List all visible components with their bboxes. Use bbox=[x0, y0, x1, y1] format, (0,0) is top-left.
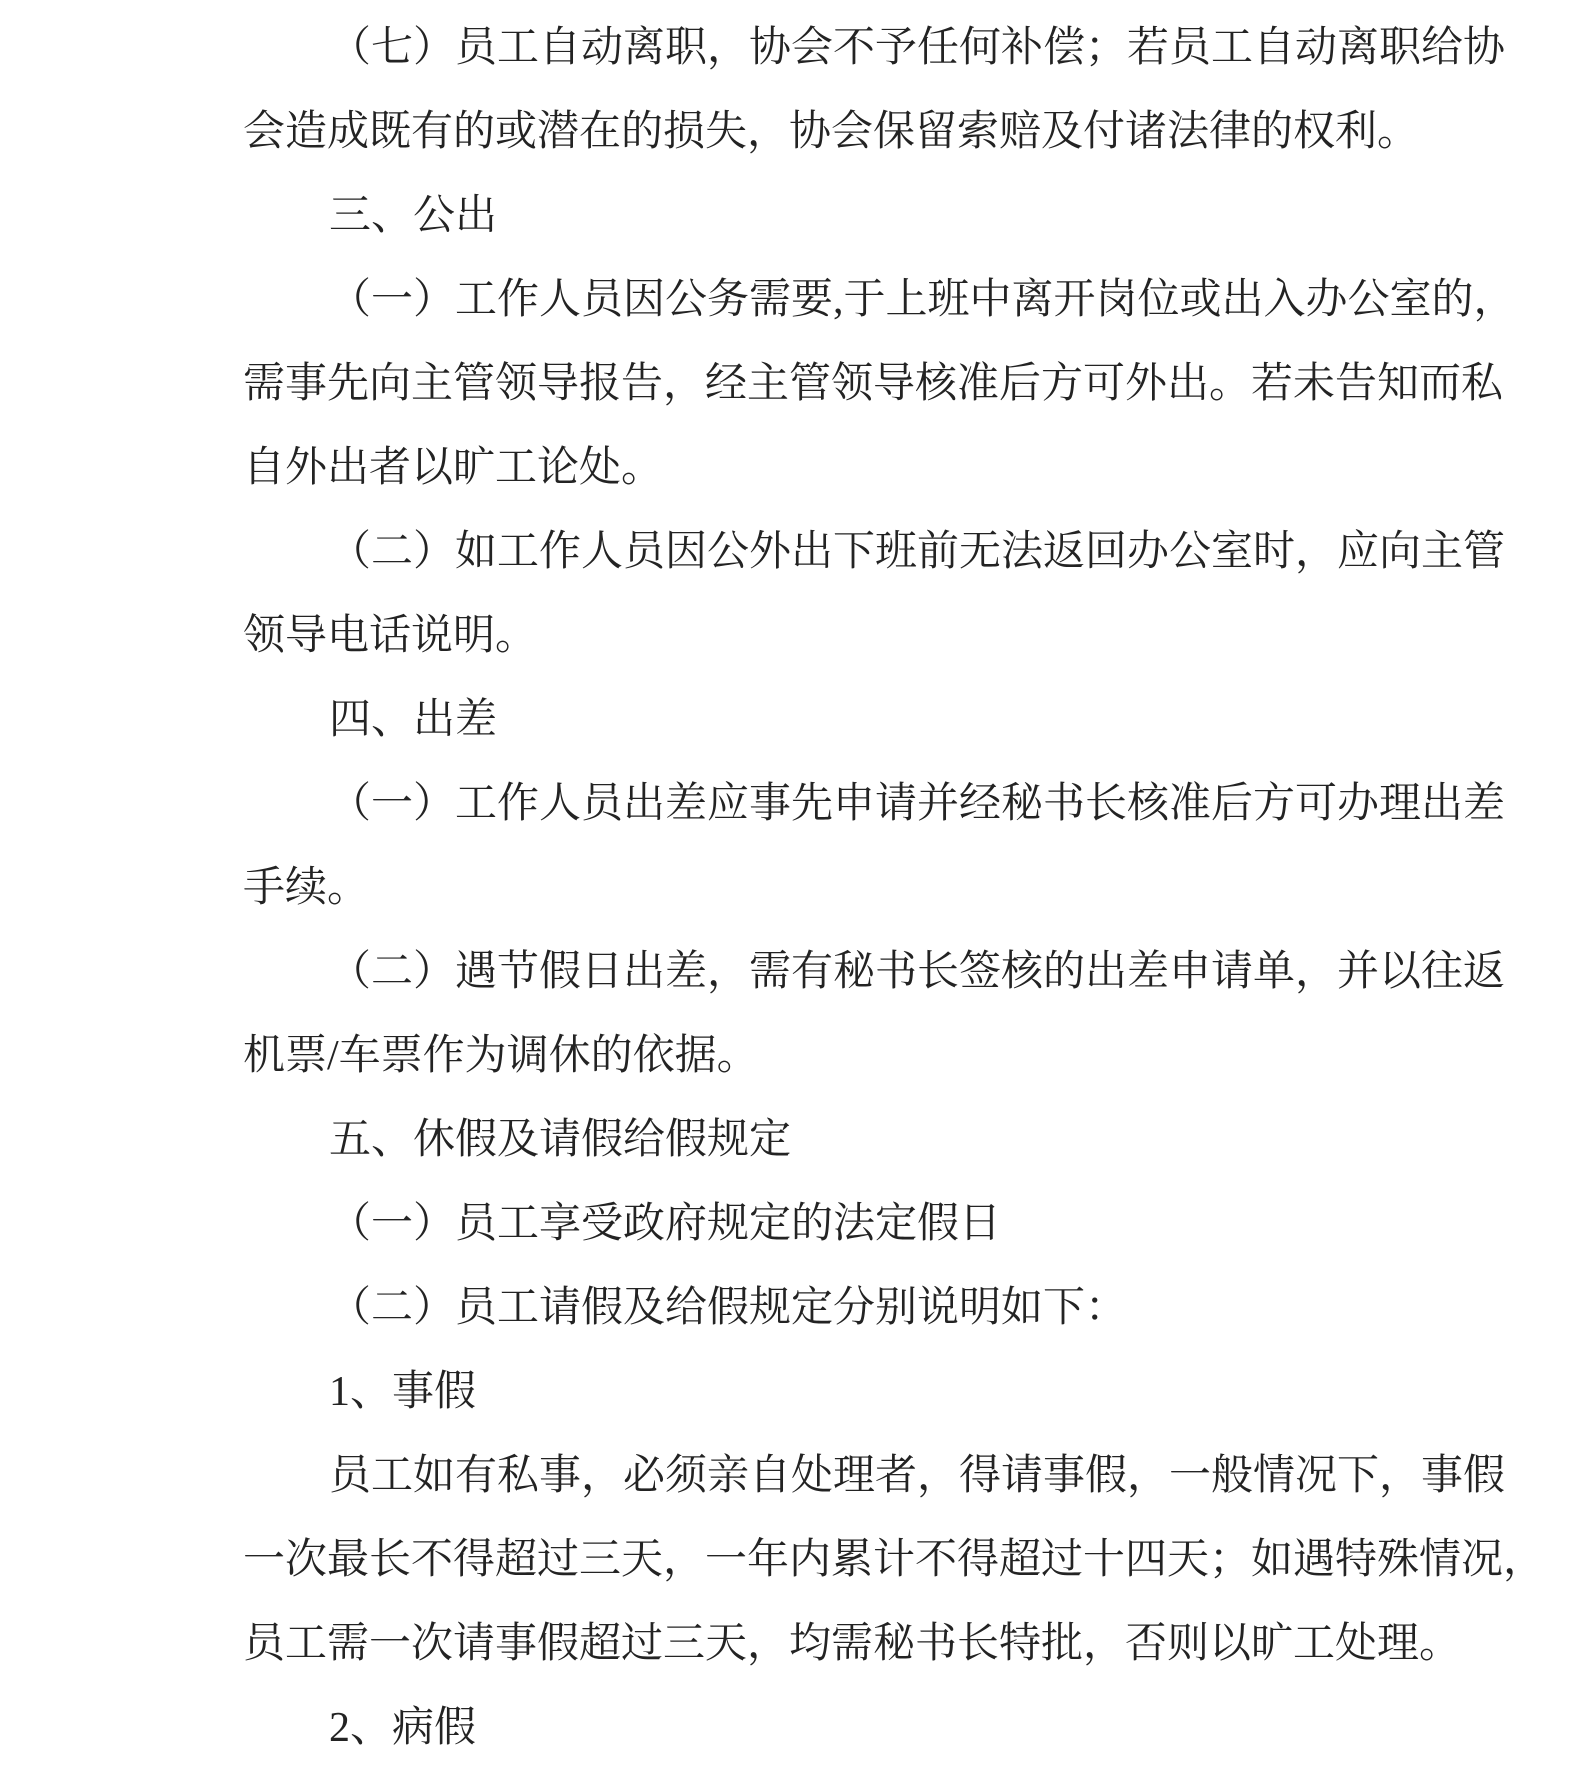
doc-line-08: 领导电话说明。 bbox=[243, 613, 538, 659]
doc-line-02: 会造成既有的或潜在的损失，协会保留索赔及付诸法律的权利。 bbox=[243, 109, 1420, 155]
doc-line-12: （二）遇节假日出差，需有秘书长签核的出差申请单，并以往返 bbox=[329, 949, 1506, 995]
doc-line-10: （一）工作人员出差应事先申请并经秘书长核准后方可办理出差 bbox=[329, 781, 1506, 827]
doc-line-07: （二）如工作人员因公外出下班前无法返回办公室时，应向主管 bbox=[329, 529, 1506, 575]
doc-line-16: （二）员工请假及给假规定分别说明如下： bbox=[329, 1285, 1128, 1331]
doc-line-09-section-heading: 四、出差 bbox=[329, 697, 498, 743]
doc-line-04: （一）工作人员因公务需要,于上班中离开岗位或出入办公室的， bbox=[329, 277, 1516, 323]
doc-line-19: 一次最长不得超过三天，一年内累计不得超过十四天；如遇特殊情况， bbox=[243, 1537, 1546, 1583]
doc-line-20: 员工需一次请事假超过三天，均需秘书长特批，否则以旷工处理。 bbox=[243, 1621, 1462, 1667]
doc-line-11: 手续。 bbox=[243, 865, 370, 911]
doc-line-14-section-heading: 五、休假及请假给假规定 bbox=[329, 1117, 792, 1163]
doc-line-15: （一）员工享受政府规定的法定假日 bbox=[329, 1201, 1002, 1247]
doc-line-05: 需事先向主管领导报告，经主管领导核准后方可外出。若未告知而私 bbox=[243, 361, 1504, 407]
doc-line-17-subitem-heading: 1、事假 bbox=[329, 1369, 477, 1415]
doc-line-03-section-heading: 三、公出 bbox=[329, 193, 498, 239]
doc-line-18: 员工如有私事，必须亲自处理者，得请事假，一般情况下，事假 bbox=[329, 1453, 1506, 1499]
doc-line-21-subitem-heading: 2、病假 bbox=[329, 1705, 477, 1751]
doc-line-01: （七）员工自动离职，协会不予任何补偿；若员工自动离职给协 bbox=[329, 25, 1506, 71]
doc-line-06: 自外出者以旷工论处。 bbox=[243, 445, 664, 491]
doc-line-13: 机票/车票作为调休的依据。 bbox=[243, 1033, 759, 1079]
document-text-block bbox=[243, 6, 1546, 1770]
